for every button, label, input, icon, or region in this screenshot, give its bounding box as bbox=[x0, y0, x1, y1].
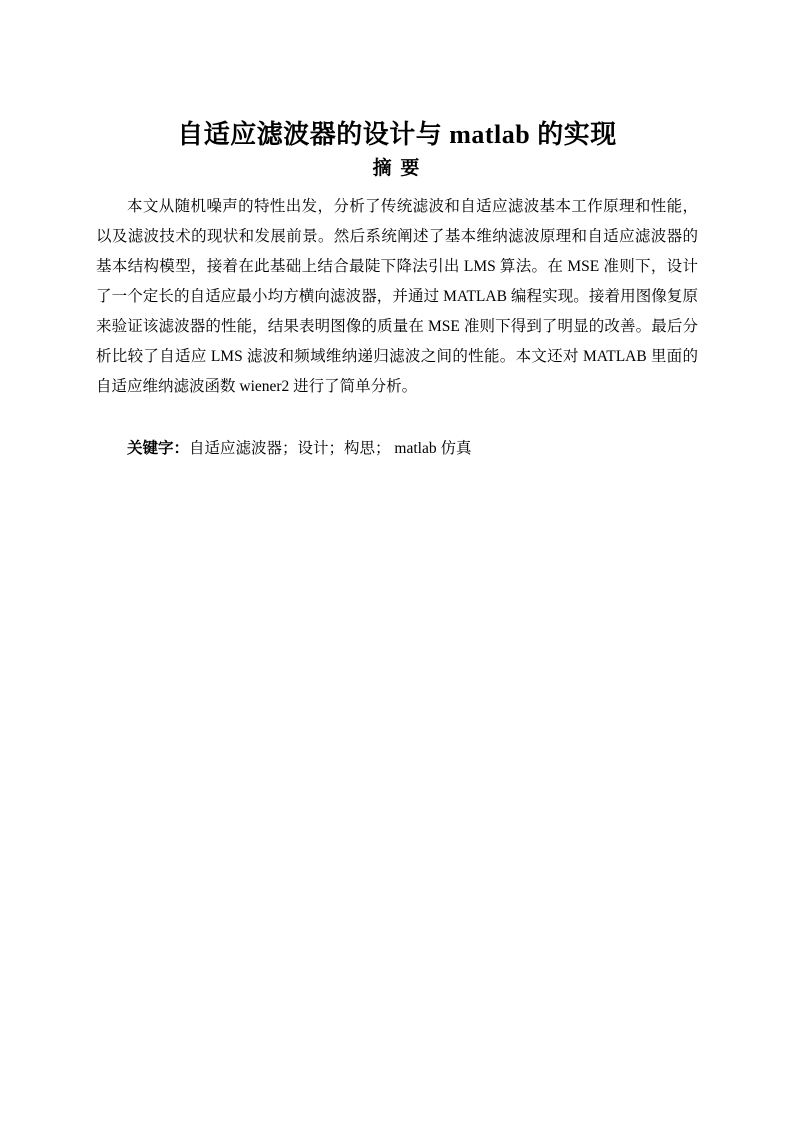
keywords-line bbox=[96, 434, 698, 464]
document-content bbox=[96, 118, 698, 464]
abstract-heading: 摘 要 bbox=[372, 158, 422, 179]
page-title: 自适应滤波器的设计与 matlab 的实现 bbox=[177, 120, 617, 149]
keywords-value: 自适应滤波器；设计；构思； matlab 仿真 bbox=[189, 440, 472, 457]
keywords-label: 关键字： bbox=[127, 440, 190, 457]
abstract-paragraph: 本文从随机噪声的特性出发，分析了传统滤波和自适应滤波基本工作原理和性能，以及滤波技术的现状和发展前景。然后系统阐述了基本维纳滤波原理和自适应滤波器的基本结构模型，接着在此基础上结合最陡下降法引出 LMS 算法。在 MSE 准则下，设计了一个定长的自适应最小均方横向滤波器，并通过 MATLAB 编程实现。接着用图像复原来验证该滤波器的性能，结果表明图像的质量在 MSE 准则下得到了明显的改善。最后分析比较了自适应 LMS 滤波和频域维纳递归滤波之间的性能。本文还对 MATLAB 里面的自适应维纳滤波函数 wiener2 进行了简单分析。 bbox=[96, 198, 698, 395]
